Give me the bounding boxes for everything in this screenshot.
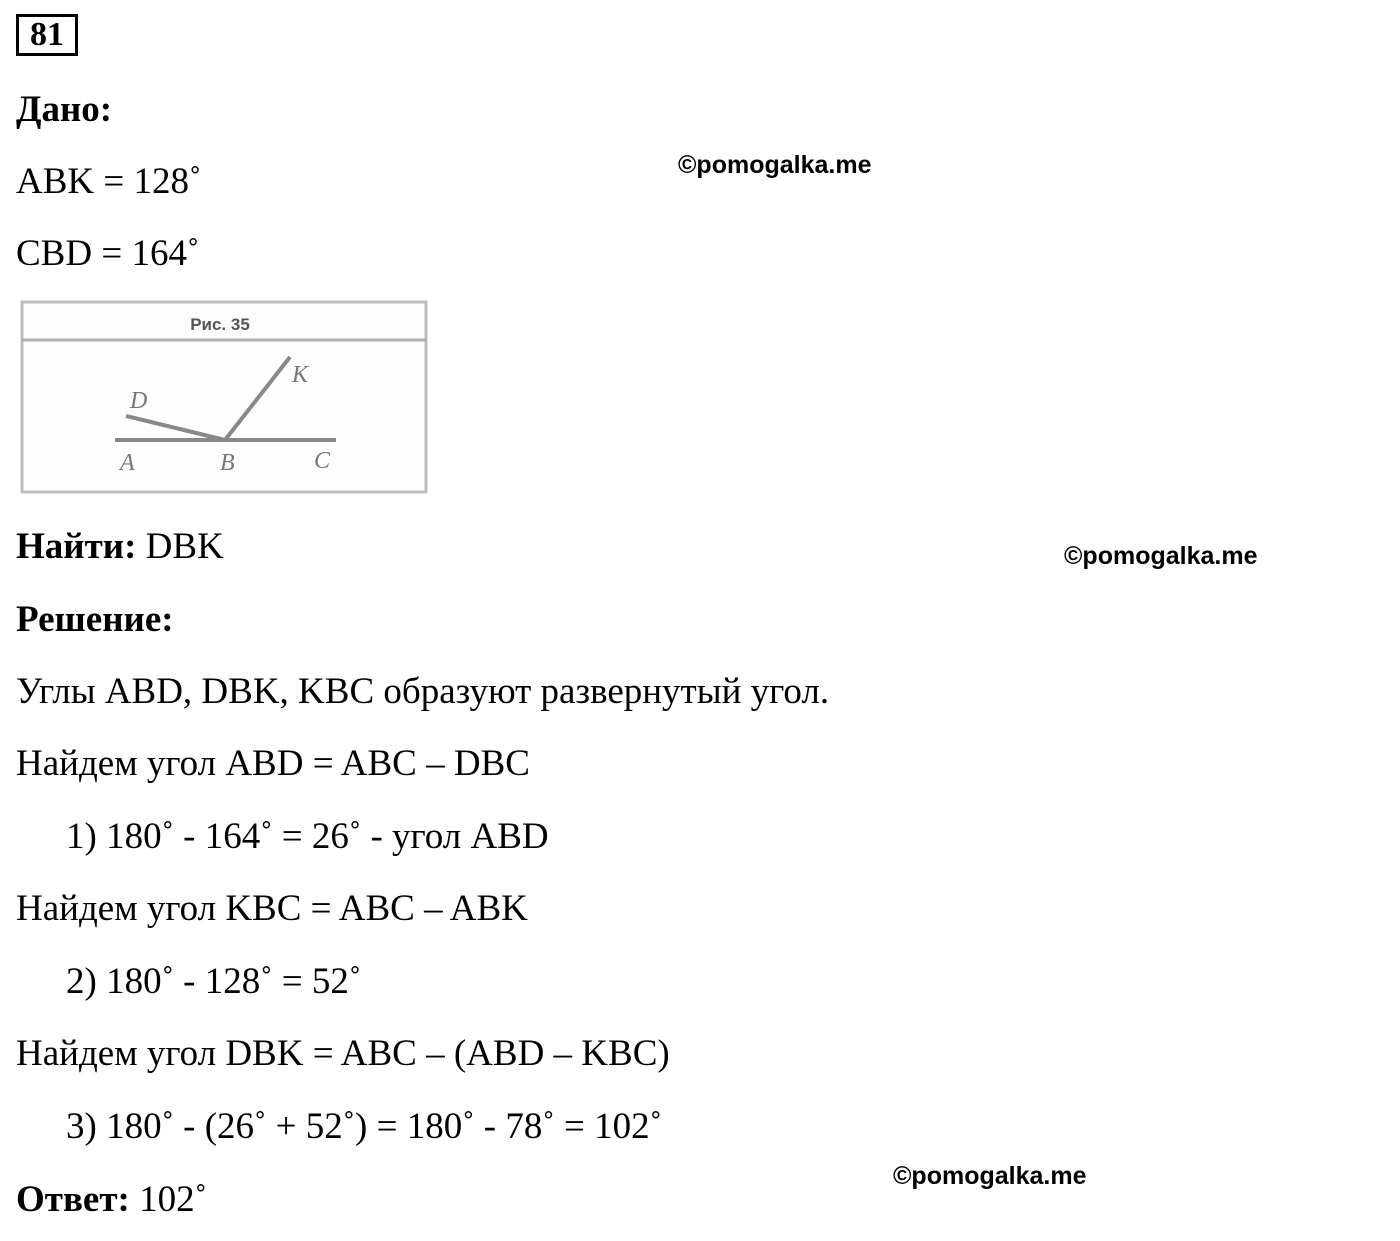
solution-line-3: Найдем угол KBC = ABC – ABK: [16, 888, 528, 929]
answer-value: 102˚: [139, 1179, 207, 1220]
solution-line-1: Углы ABD, DBK, KBC образуют развернутый угол.: [16, 671, 830, 712]
watermark-bottom: ©pomogalka.me: [893, 1162, 1087, 1190]
label-k: K: [292, 362, 309, 388]
label-c: C: [314, 448, 331, 474]
given-angle-cbd: CBD = 164˚: [16, 233, 200, 274]
label-a: A: [120, 450, 135, 476]
solution-line-2: Найдем угол ABD = ABC – DBC: [16, 743, 530, 784]
solution-step-3: 3) 180˚ - (26˚ + 52˚) = 180˚ - 78˚ = 102˚: [66, 1106, 662, 1147]
answer-label: Ответ:: [16, 1179, 130, 1220]
solution-step-1: 1) 180˚ - 164˚ = 26˚ - угол ABD: [66, 816, 549, 857]
find-line: [16, 525, 224, 569]
problem-number: 81: [16, 14, 78, 56]
watermark-top: ©pomogalka.me: [678, 151, 872, 179]
label-d: D: [130, 388, 148, 414]
label-b: B: [220, 450, 235, 476]
given-heading: Дано:: [16, 89, 113, 130]
find-label: Найти:: [16, 526, 137, 567]
watermark-middle: ©pomogalka.me: [1064, 542, 1258, 570]
find-value: DBK: [145, 526, 224, 567]
solution-step-2: 2) 180˚ - 128˚ = 52˚: [66, 961, 362, 1002]
angle-diagram: [20, 300, 430, 496]
figure-caption: Рис. 35: [190, 315, 250, 334]
figure-35: [20, 300, 430, 496]
given-angle-abk: ABK = 128˚: [16, 161, 202, 202]
answer-line: [16, 1178, 207, 1222]
solution-heading: Решение:: [16, 599, 174, 640]
solution-line-4: Найдем угол DBK = ABC – (ABD – KBC): [16, 1033, 670, 1074]
